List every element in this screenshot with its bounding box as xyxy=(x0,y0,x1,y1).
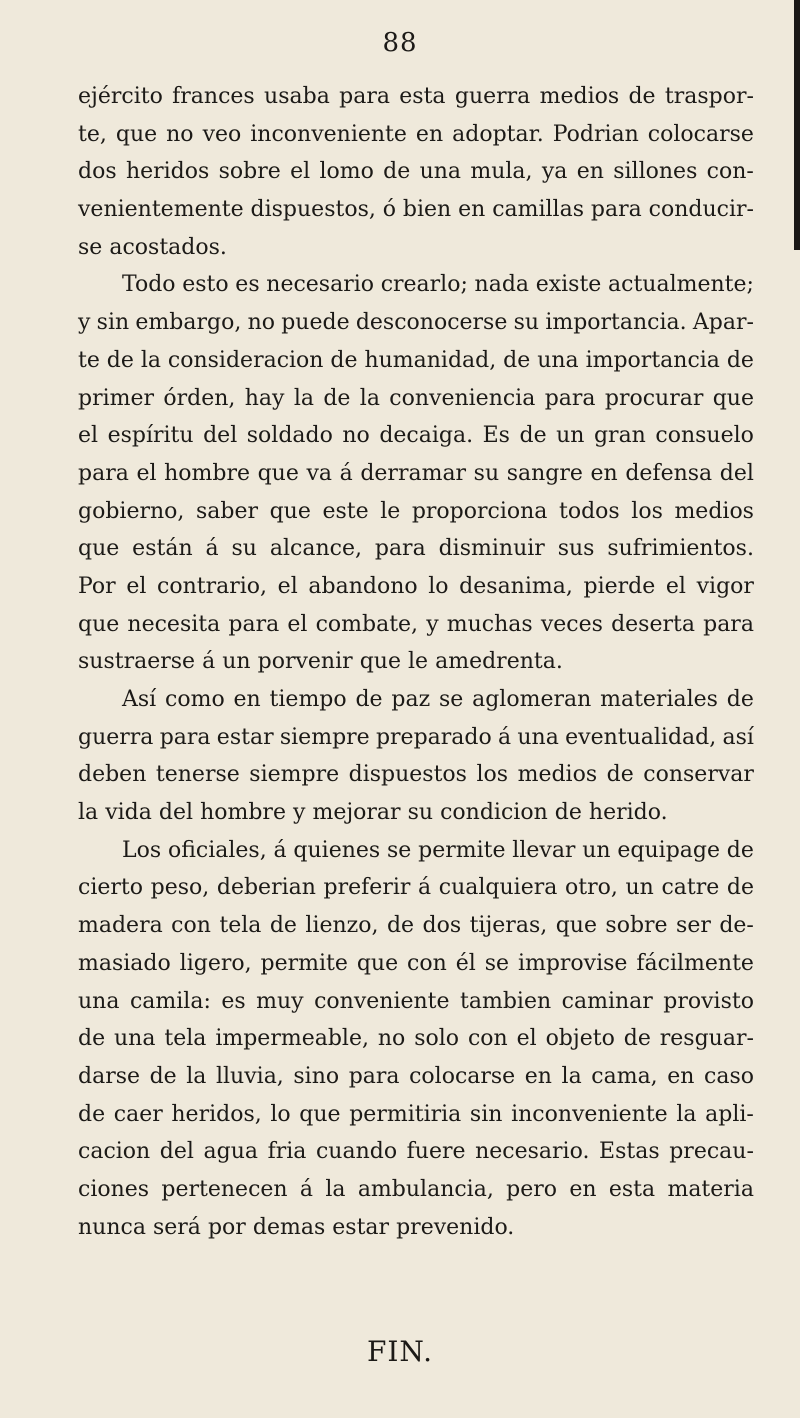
text-line: sustraerse á un porvenir que le amedrenta. xyxy=(78,649,563,675)
text-line: guerra para estar siempre preparado á una eventualidad, así xyxy=(78,724,754,750)
text-line: la vida del hombre y mejorar su condicion de herido. xyxy=(78,800,668,826)
text-line: el espíritu del soldado no decaiga. Es de un gran consuelo xyxy=(78,423,754,449)
text-line: Los oficiales, á quienes se permite llevar un equipage de xyxy=(122,837,754,863)
text-line: nunca será por demas estar prevenido. xyxy=(78,1214,515,1240)
end-mark: FIN. xyxy=(366,1335,434,1368)
text-line: venientemente dispuestos, ó bien en camillas para conducir- xyxy=(78,197,754,223)
text-line: Así como en tiempo de paz se aglomeran materiales de xyxy=(122,687,754,712)
text-line: una camila: es muy conveniente tambien caminar provisto xyxy=(78,988,754,1014)
text-line: deben tenerse siempre dispuestos los medios de conservar xyxy=(78,762,754,788)
text-line: ciones pertenecen á la ambulancia, pero en esta materia xyxy=(78,1176,754,1202)
text-line: dos heridos sobre el lomo de una mula, ya en sillones con- xyxy=(78,159,754,185)
text-line: darse de la lluvia, sino para colocarse en la cama, en caso xyxy=(78,1063,754,1089)
text-line: ejército frances usaba para esta guerra medios de traspor- xyxy=(78,84,754,109)
page-number: 88 xyxy=(382,28,418,58)
text-line: te, que no veo inconveniente en adoptar. Podrian colocarse xyxy=(78,121,754,147)
text-line: de caer heridos, lo que permitiria sin inconveniente la apli- xyxy=(78,1101,754,1127)
text-line: Todo esto es necesario crearlo; nada existe actualmente; xyxy=(122,272,754,298)
text-line: que están á su alcance, para disminuir sus sufrimientos. xyxy=(78,536,754,562)
text-line: gobierno, saber que este le proporciona todos los medios xyxy=(78,498,754,524)
text-line: y sin embargo, no puede desconocerse su importancia. Apar- xyxy=(78,310,754,336)
text-line: que necesita para el combate, y muchas veces deserta para xyxy=(78,611,754,637)
text-line: te de la consideracion de humanidad, de una importancia de xyxy=(78,347,754,373)
text-line: primer órden, hay la de la conveniencia para procurar que xyxy=(78,385,754,411)
text-line: cacion del agua fria cuando fuere necesario. Estas precau- xyxy=(78,1139,754,1165)
text-line: Por el contrario, el abandono lo desanima, pierde el vigor xyxy=(78,573,754,599)
text-line: madera con tela de lienzo, de dos tijeras, que sobre ser de- xyxy=(78,913,754,939)
text-line: masiado ligero, permite que con él se improvise fácilmente xyxy=(78,950,754,976)
text-line: de una tela impermeable, no solo con el objeto de resguar- xyxy=(78,1026,754,1052)
text-line: se acostados. xyxy=(78,234,227,260)
text-line: para el hombre que va á derramar su sangre en defensa del xyxy=(78,460,754,486)
body-text xyxy=(78,78,754,1246)
text-line: cierto peso, deberian preferir á cualquiera otro, un catre de xyxy=(78,875,754,901)
